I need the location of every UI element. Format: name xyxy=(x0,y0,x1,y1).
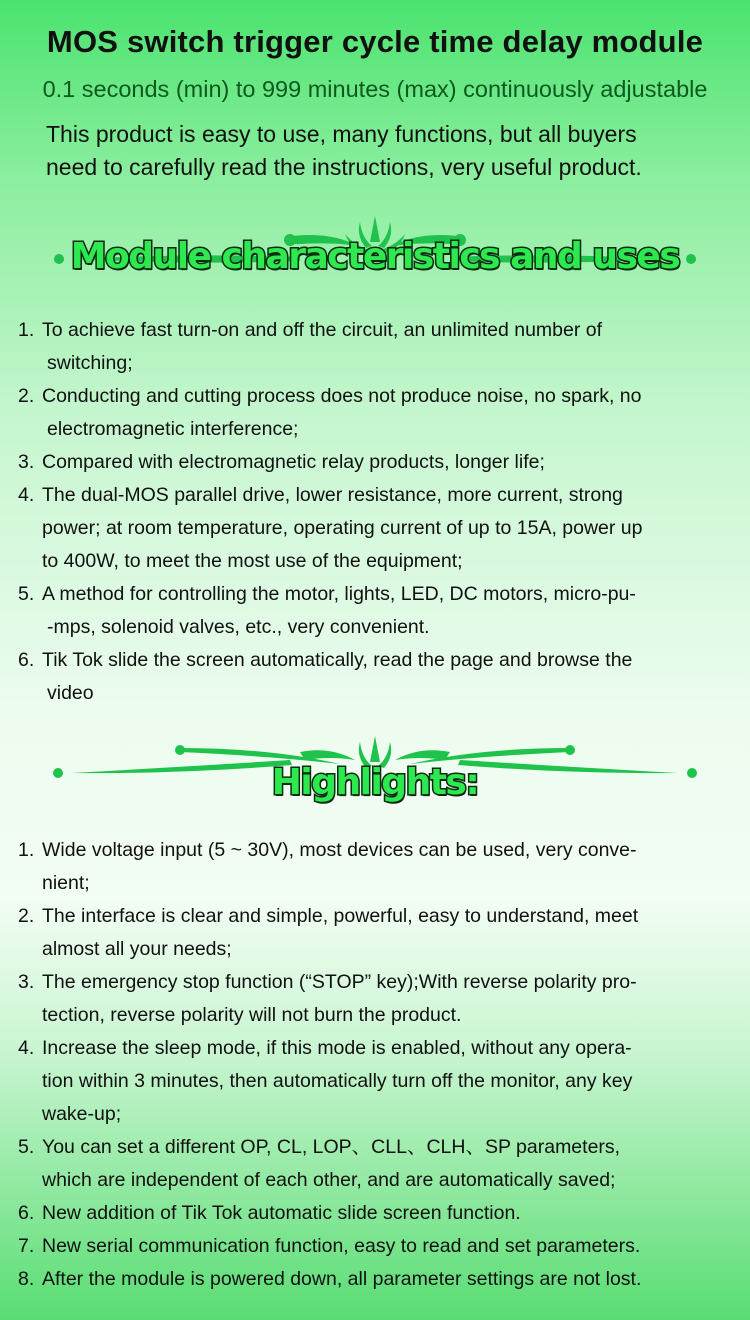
list-item-number: 2. xyxy=(18,905,35,927)
list-item-number: 7. xyxy=(18,1235,35,1257)
list-item-line: To achieve fast turn-on and off the circuit, an unlimited number of xyxy=(42,319,603,341)
list-item-line: nient; xyxy=(42,872,90,894)
list-item-line: tion within 3 minutes, then automatically turn off the monitor, any key xyxy=(42,1070,633,1092)
list-item-line: A method for controlling the motor, lights, LED, DC motors, micro-pu- xyxy=(42,583,636,605)
list-item-line: almost all your needs; xyxy=(42,938,232,960)
list-item-line: You can set a different OP, CL, LOP、CLL、CLH、SP parameters, xyxy=(42,1136,621,1158)
list-item-line: power; at room temperature, operating current of up to 15A, power up xyxy=(42,517,643,539)
list-item-line: New addition of Tik Tok automatic slide screen function. xyxy=(42,1202,521,1224)
list-item-number: 2. xyxy=(18,385,35,407)
list-item-number: 3. xyxy=(18,971,35,993)
intro-text xyxy=(46,118,726,184)
list-item-number: 6. xyxy=(18,649,35,671)
list-item xyxy=(18,446,738,479)
list-item-number: 1. xyxy=(18,839,35,861)
list-item-number: 5. xyxy=(18,1136,35,1158)
intro-line: need to carefully read the instructions, very useful product. xyxy=(46,154,642,180)
list-item-number: 8. xyxy=(18,1268,35,1290)
list-item-number: 6. xyxy=(18,1202,35,1224)
section-heading-highlights: Highlights: xyxy=(271,762,479,803)
intro-line: This product is easy to use, many functions, but all buyers xyxy=(46,121,637,147)
list-item-line: The interface is clear and simple, powerful, easy to understand, meet xyxy=(42,905,639,927)
list-item xyxy=(18,1230,738,1263)
list-item-number: 5. xyxy=(18,583,35,605)
list-item xyxy=(18,834,738,900)
list-item xyxy=(18,966,738,1032)
list-item-number: 1. xyxy=(18,319,35,341)
list-item xyxy=(18,644,738,710)
list-item xyxy=(18,380,738,446)
list-item-line: which are independent of each other, and are automatically saved; xyxy=(42,1169,616,1191)
list-item-line: Compared with electromagnetic relay products, longer life; xyxy=(42,451,545,473)
list-item-number: 4. xyxy=(18,1037,35,1059)
page-subtitle: 0.1 seconds (min) to 999 minutes (max) continuously adjustable xyxy=(42,76,708,102)
list-item xyxy=(18,1263,738,1296)
list-item xyxy=(18,314,738,380)
list-item-line: Wide voltage input (5 ~ 30V), most devices can be used, very conve- xyxy=(42,839,637,861)
section-banner-characteristics xyxy=(0,212,750,292)
list-item-line: wake-up; xyxy=(42,1103,122,1125)
list-item-line: electromagnetic interference; xyxy=(47,418,299,440)
list-item-line: -mps, solenoid valves, etc., very convenient. xyxy=(47,616,430,638)
list-item-line: to 400W, to meet the most use of the equipment; xyxy=(42,550,463,572)
highlights-list xyxy=(18,834,738,1296)
list-item-line: Increase the sleep mode, if this mode is enabled, without any opera- xyxy=(42,1037,632,1059)
section-banner-highlights xyxy=(0,734,750,814)
list-item-line: tection, reverse polarity will not burn the product. xyxy=(42,1004,462,1026)
list-item-number: 4. xyxy=(18,484,35,506)
list-item xyxy=(18,1032,738,1131)
section-heading-characteristics: Module characteristics and uses xyxy=(70,236,680,277)
list-item-number: 3. xyxy=(18,451,35,473)
page-title: MOS switch trigger cycle time delay module xyxy=(46,24,704,59)
list-item-line: Conducting and cutting process does not produce noise, no spark, no xyxy=(42,385,642,407)
list-item-line: The emergency stop function (“STOP” key);With reverse polarity pro- xyxy=(42,971,637,993)
list-item-line: video xyxy=(47,682,94,704)
list-item xyxy=(18,479,738,578)
list-item xyxy=(18,1131,738,1197)
list-item xyxy=(18,578,738,644)
list-item-line: After the module is powered down, all parameter settings are not lost. xyxy=(42,1268,642,1290)
list-item-line: The dual-MOS parallel drive, lower resistance, more current, strong xyxy=(42,484,623,506)
list-item-line: switching; xyxy=(47,352,133,374)
list-item-line: Tik Tok slide the screen automatically, read the page and browse the xyxy=(42,649,633,671)
characteristics-list xyxy=(18,314,738,710)
list-item xyxy=(18,1197,738,1230)
list-item-line: New serial communication function, easy to read and set parameters. xyxy=(42,1235,641,1257)
list-item xyxy=(18,900,738,966)
